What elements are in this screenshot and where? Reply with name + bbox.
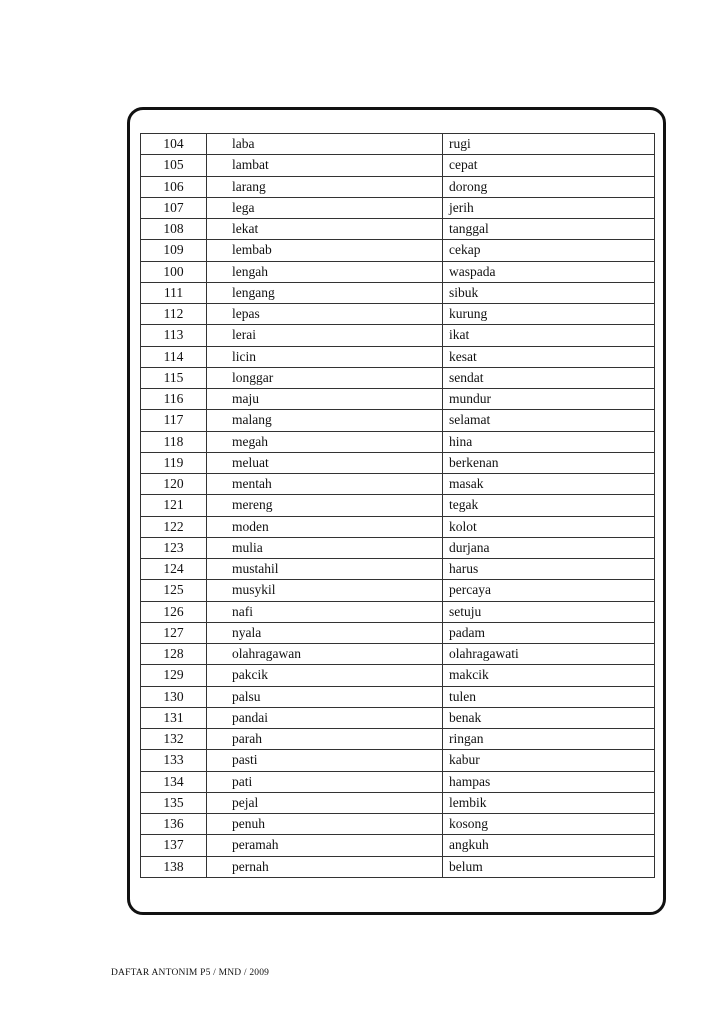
word-cell: penuh [207, 814, 443, 835]
antonym-cell: cepat [443, 155, 655, 176]
antonym-cell: masak [443, 474, 655, 495]
table-row [141, 452, 655, 473]
word-cell: mentah [207, 474, 443, 495]
antonym-cell: cekap [443, 240, 655, 261]
table-row [141, 792, 655, 813]
row-number: 123 [141, 537, 207, 558]
table-row [141, 601, 655, 622]
word-cell: licin [207, 346, 443, 367]
row-number: 111 [141, 282, 207, 303]
antonym-cell: makcik [443, 665, 655, 686]
word-cell: pati [207, 771, 443, 792]
word-cell: laba [207, 134, 443, 155]
row-number: 134 [141, 771, 207, 792]
word-cell: nyala [207, 622, 443, 643]
antonym-cell: kosong [443, 814, 655, 835]
row-number: 105 [141, 155, 207, 176]
table-row [141, 814, 655, 835]
table-row [141, 134, 655, 155]
row-number: 135 [141, 792, 207, 813]
row-number: 108 [141, 219, 207, 240]
word-cell: pandai [207, 707, 443, 728]
row-number: 109 [141, 240, 207, 261]
row-number: 126 [141, 601, 207, 622]
word-cell: pasti [207, 750, 443, 771]
table-row [141, 537, 655, 558]
table-row [141, 665, 655, 686]
table-row [141, 495, 655, 516]
word-cell: nafi [207, 601, 443, 622]
antonym-cell: mundur [443, 389, 655, 410]
word-cell: larang [207, 176, 443, 197]
row-number: 104 [141, 134, 207, 155]
antonym-cell: ringan [443, 729, 655, 750]
word-cell: lepas [207, 304, 443, 325]
table-row [141, 729, 655, 750]
table-row [141, 304, 655, 325]
word-cell: lega [207, 197, 443, 218]
table-row [141, 325, 655, 346]
table-row [141, 176, 655, 197]
page-footer: DAFTAR ANTONIM P5 / MND / 2009 [111, 968, 270, 978]
antonym-cell: ikat [443, 325, 655, 346]
antonym-cell: harus [443, 559, 655, 580]
antonym-cell: hina [443, 431, 655, 452]
word-cell: musykil [207, 580, 443, 601]
row-number: 127 [141, 622, 207, 643]
antonym-table [140, 133, 655, 878]
word-cell: pejal [207, 792, 443, 813]
word-cell: olahragawan [207, 644, 443, 665]
word-cell: longgar [207, 367, 443, 388]
antonym-cell: tanggal [443, 219, 655, 240]
table-row [141, 197, 655, 218]
table-row [141, 346, 655, 367]
row-number: 115 [141, 367, 207, 388]
row-number: 113 [141, 325, 207, 346]
antonym-cell: dorong [443, 176, 655, 197]
word-cell: lengah [207, 261, 443, 282]
word-cell: lambat [207, 155, 443, 176]
antonym-cell: rugi [443, 134, 655, 155]
word-cell: lekat [207, 219, 443, 240]
row-number: 138 [141, 856, 207, 877]
table-row [141, 750, 655, 771]
table-row [141, 580, 655, 601]
row-number: 106 [141, 176, 207, 197]
table-row [141, 559, 655, 580]
row-number: 112 [141, 304, 207, 325]
row-number: 136 [141, 814, 207, 835]
antonym-cell: kabur [443, 750, 655, 771]
row-number: 130 [141, 686, 207, 707]
row-number: 120 [141, 474, 207, 495]
antonym-cell: durjana [443, 537, 655, 558]
antonym-cell: benak [443, 707, 655, 728]
antonym-cell: kolot [443, 516, 655, 537]
table-row [141, 261, 655, 282]
word-cell: palsu [207, 686, 443, 707]
table-row [141, 856, 655, 877]
word-cell: lerai [207, 325, 443, 346]
word-cell: lengang [207, 282, 443, 303]
antonym-cell: kesat [443, 346, 655, 367]
row-number: 124 [141, 559, 207, 580]
table-row [141, 622, 655, 643]
row-number: 129 [141, 665, 207, 686]
word-cell: mulia [207, 537, 443, 558]
table-row [141, 707, 655, 728]
row-number: 114 [141, 346, 207, 367]
row-number: 116 [141, 389, 207, 410]
table-row [141, 474, 655, 495]
table-row [141, 431, 655, 452]
row-number: 137 [141, 835, 207, 856]
row-number: 100 [141, 261, 207, 282]
row-number: 132 [141, 729, 207, 750]
antonym-cell: sendat [443, 367, 655, 388]
antonym-cell: olahragawati [443, 644, 655, 665]
antonym-cell: berkenan [443, 452, 655, 473]
table-row [141, 240, 655, 261]
word-cell: mustahil [207, 559, 443, 580]
table-row [141, 644, 655, 665]
antonym-cell: setuju [443, 601, 655, 622]
table-row [141, 155, 655, 176]
antonym-cell: selamat [443, 410, 655, 431]
antonym-cell: hampas [443, 771, 655, 792]
word-cell: moden [207, 516, 443, 537]
table-row [141, 389, 655, 410]
table-row [141, 686, 655, 707]
antonym-cell: angkuh [443, 835, 655, 856]
table-row [141, 835, 655, 856]
row-number: 121 [141, 495, 207, 516]
word-cell: parah [207, 729, 443, 750]
table-row [141, 367, 655, 388]
table-row [141, 771, 655, 792]
antonym-cell: tegak [443, 495, 655, 516]
word-cell: pernah [207, 856, 443, 877]
word-cell: meluat [207, 452, 443, 473]
antonym-cell: jerih [443, 197, 655, 218]
table-row [141, 516, 655, 537]
antonym-cell: kurung [443, 304, 655, 325]
antonym-cell: waspada [443, 261, 655, 282]
word-cell: pakcik [207, 665, 443, 686]
word-cell: maju [207, 389, 443, 410]
word-cell: megah [207, 431, 443, 452]
row-number: 133 [141, 750, 207, 771]
antonym-cell: lembik [443, 792, 655, 813]
antonym-cell: percaya [443, 580, 655, 601]
word-cell: lembab [207, 240, 443, 261]
row-number: 125 [141, 580, 207, 601]
row-number: 117 [141, 410, 207, 431]
table-row [141, 219, 655, 240]
word-cell: peramah [207, 835, 443, 856]
antonym-cell: belum [443, 856, 655, 877]
row-number: 107 [141, 197, 207, 218]
row-number: 119 [141, 452, 207, 473]
row-number: 128 [141, 644, 207, 665]
antonym-cell: padam [443, 622, 655, 643]
antonym-cell: tulen [443, 686, 655, 707]
row-number: 118 [141, 431, 207, 452]
row-number: 122 [141, 516, 207, 537]
table-row [141, 410, 655, 431]
word-cell: malang [207, 410, 443, 431]
antonym-table-body [141, 134, 655, 878]
table-row [141, 282, 655, 303]
antonym-cell: sibuk [443, 282, 655, 303]
row-number: 131 [141, 707, 207, 728]
word-cell: mereng [207, 495, 443, 516]
